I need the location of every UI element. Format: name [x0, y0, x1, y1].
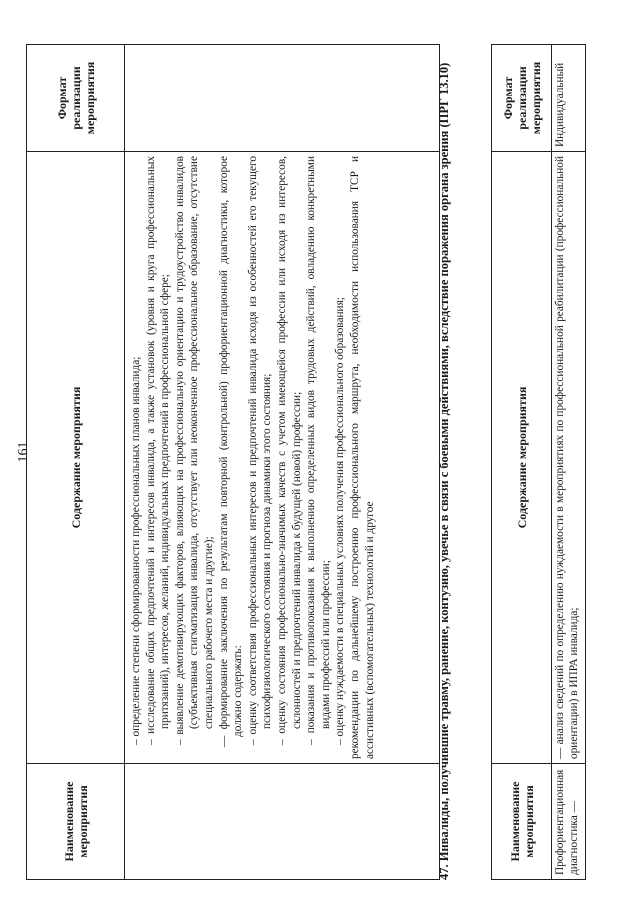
header-content: Содержание мероприятия [492, 152, 552, 764]
content-cell [125, 152, 440, 764]
line-3: – выявление демотивирующих факторов, влияющих на профессиональную ориентацию и трудоустройство инвалидов (субъективная стигматизация инвалида, отсутствует или неоконченное профессиональное образование, отсутствие специального рабочего места и другие); [173, 156, 215, 745]
line-7: – показания и противопоказания к выполнению определенных видов трудовых действий, овладению конкретными видами профессий или профессии; [305, 156, 332, 745]
line-2: – исследование общих предпочтений и интересов инвалида, а также установок (уровня и круга профессиональных притязаний), интересов, желаний, индивидуальных предпочтений в профессиональной сфере; [144, 156, 172, 745]
header-name: Наименование мероприятия [27, 764, 125, 880]
line-1: – определение степени сформированности профессиональных планов инвалида; [130, 356, 142, 745]
table-header-row [27, 45, 125, 880]
table-header-row [492, 45, 552, 880]
name-cell-empty [125, 764, 440, 880]
header-name: Наименование мероприятия [492, 764, 552, 880]
measures-table-47 [491, 44, 586, 880]
measure-format: Индивидуальный [552, 45, 586, 152]
header-format: Формат реализации мероприятия [27, 45, 125, 152]
table-row [125, 45, 440, 880]
table-row [552, 45, 586, 880]
line-4: — формирование заключения по результатам повторной (контрольной) профориентационной диагностики, которое должно содержать: [217, 156, 245, 747]
header-content: Содержание мероприятия [27, 152, 125, 764]
line-5: – оценку соответствия профессиональных интересов и предпочтений инвалида исходя из особенностей его текущего психофизиологического состояния и прогноза динамики этого состояния; [246, 156, 274, 745]
line-9: рекомендации по дальнейшему построению профессионального маршрута, необходимости использования ТСР и ассистивных (вспомогательных) технологий и другое [348, 156, 376, 759]
page-number: 161 [16, 441, 31, 463]
section-heading: 47. Инвалиды, получившие травму, ранение, контузию, увечье в связи с боевыми действиями, вследствие поражения органа зрения (ПРГ 13.10) [437, 62, 451, 880]
line-6: – оценку состояния профессионально-значимых качеств с учетом имеющейся профессии или исходя из интересов, склонностей и предпочтений инвалида к будущей (новой) профессии; [275, 156, 303, 745]
format-cell-empty [125, 45, 440, 152]
measures-table-continued [26, 44, 440, 880]
measure-name: Профориентационная диагностика — [552, 764, 586, 880]
measure-content: — анализ сведений по определению нуждаемости в мероприятиях по профессиональной реабилитации (профессиональной ориентации) в ИПРА инвалида; [552, 152, 586, 764]
header-format: Формат реализации мероприятия [492, 45, 552, 152]
line-8: – оценку нуждаемости в специальных условиях получения профессионального образования; [334, 297, 347, 745]
